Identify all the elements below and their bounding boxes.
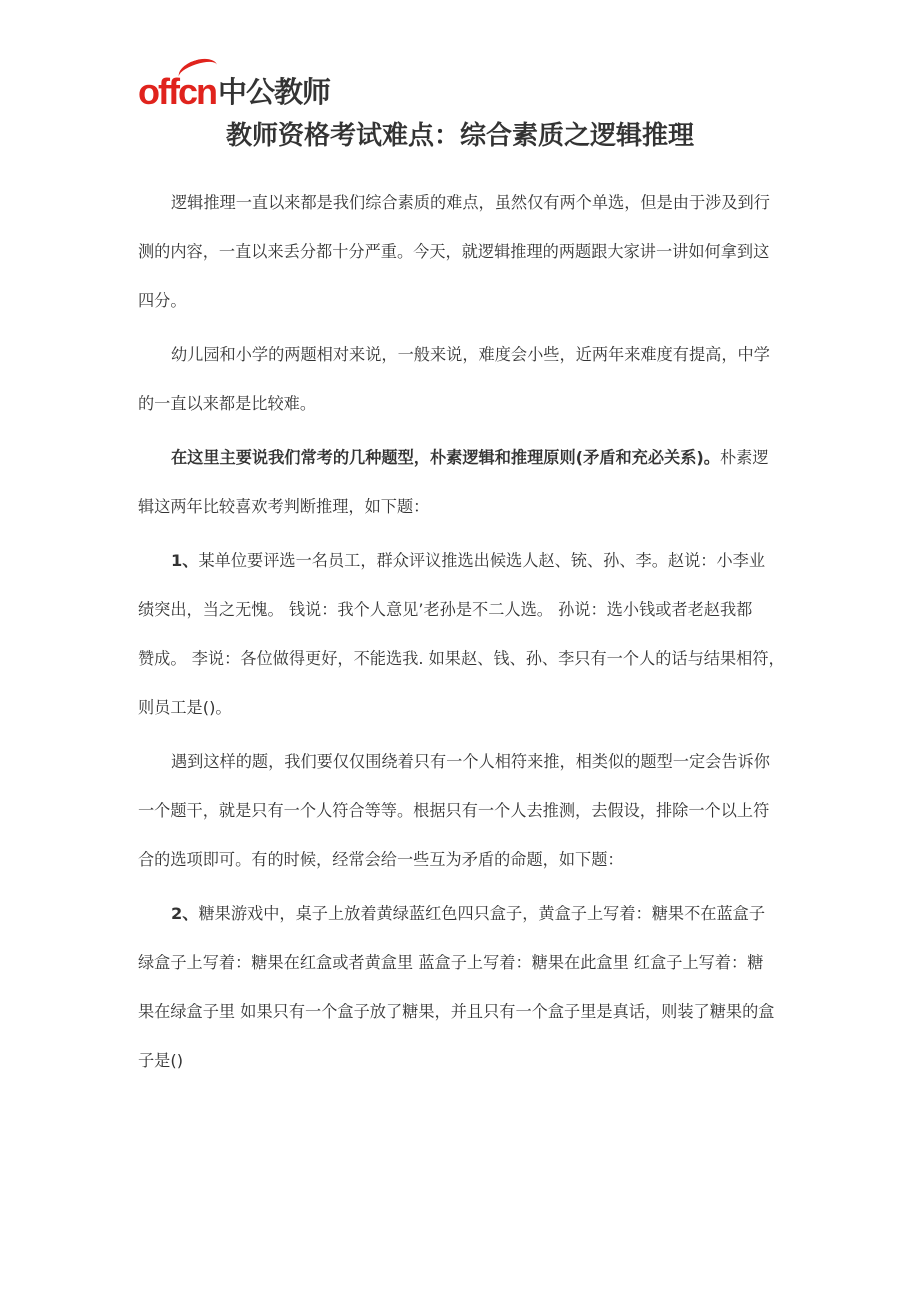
line-text: 辑这两年比较喜欢考判断推理，如下题： — [138, 497, 430, 516]
line-text: 子是() — [138, 1051, 184, 1070]
text-line — [138, 227, 798, 276]
text-line — [138, 938, 798, 987]
line-text: 糖果游戏中，桌子上放着黄绿蓝红色四只盒子，黄盒子上写着：糖果不在蓝盒子 — [198, 904, 766, 923]
text-line — [138, 482, 798, 531]
line-text: 绿盒子上写着：糖果在红盒或者黄盒里 蓝盒子上写着：糖果在此盒里 红盒子上写着：糖 — [138, 953, 764, 972]
bold-text: 在这里主要说我们常考的几种题型，朴素逻辑和推理原则(矛盾和充必关系)。 — [171, 448, 720, 467]
text-line — [138, 737, 798, 786]
line-text: 赞成。 李说：各位做得更好，不能选我. 如果赵、钱、孙、李只有一个人的话与结果相符， — [138, 649, 785, 668]
text-line — [138, 379, 798, 428]
line-text: 逻辑推理一直以来都是我们综合素质的难点，虽然仅有两个单选，但是由于涉及到行 — [171, 193, 770, 212]
line-text: 绩突出，当之无愧。 钱说：我个人意见’老孙是不二人选。 孙说：选小钱或者老赵我都 — [138, 600, 753, 619]
bold-text: 1、 — [171, 551, 199, 570]
paragraph — [138, 433, 798, 531]
text-line — [138, 178, 798, 227]
line-text: 则员工是()。 — [138, 698, 232, 717]
line-text: 果在绿盒子里 如果只有一个盒子放了糖果，并且只有一个盒子里是真话，则装了糖果的盒 — [138, 1002, 775, 1021]
document-title: 教师资格考试难点：综合素质之逻辑推理 — [225, 121, 694, 151]
line-text: 朴素逻 — [719, 448, 769, 467]
text-line — [138, 889, 798, 938]
text-line — [138, 1036, 798, 1085]
bold-text: 2、 — [171, 904, 199, 923]
text-line — [138, 786, 798, 835]
line-text: 测的内容，一直以来丢分都十分严重。今天，就逻辑推理的两题跟大家讲一讲如何拿到这 — [138, 242, 770, 261]
line-text: 四分。 — [138, 291, 187, 310]
text-line — [138, 835, 798, 884]
paragraph — [138, 536, 798, 732]
offcn-logo — [138, 66, 330, 110]
text-line — [138, 330, 798, 379]
line-text: 一个题干，就是只有一个人符合等等。根据只有一个人去推测，去假设，排除一个以上符 — [138, 801, 770, 820]
text-line — [138, 433, 798, 482]
text-line — [138, 634, 798, 683]
paragraph — [138, 737, 798, 884]
line-text: 合的选项即可。有的时候，经常会给一些互为矛盾的命题，如下题： — [138, 850, 624, 869]
line-text: 某单位要评选一名员工，群众评议推选出候选人赵、铳、孙、李。赵说：小李业 — [198, 551, 766, 570]
text-line — [138, 536, 798, 585]
logo-cn: 中公教师 — [217, 75, 330, 109]
text-line — [138, 987, 798, 1036]
document-body — [138, 178, 798, 1090]
paragraph — [138, 889, 798, 1085]
line-text: 的一直以来都是比较难。 — [138, 394, 317, 413]
line-text: 遇到这样的题，我们要仅仅围绕着只有一个人相符来推，相类似的题型一定会告诉你 — [171, 752, 770, 771]
paragraph — [138, 330, 798, 428]
text-line — [138, 683, 798, 732]
text-line — [138, 276, 798, 325]
paragraph — [138, 178, 798, 325]
line-text: 幼儿园和小学的两题相对来说，一般来说，难度会小些，近两年来难度有提高，中学 — [171, 345, 770, 364]
text-line — [138, 585, 798, 634]
logo-en: offcn — [138, 71, 216, 112]
